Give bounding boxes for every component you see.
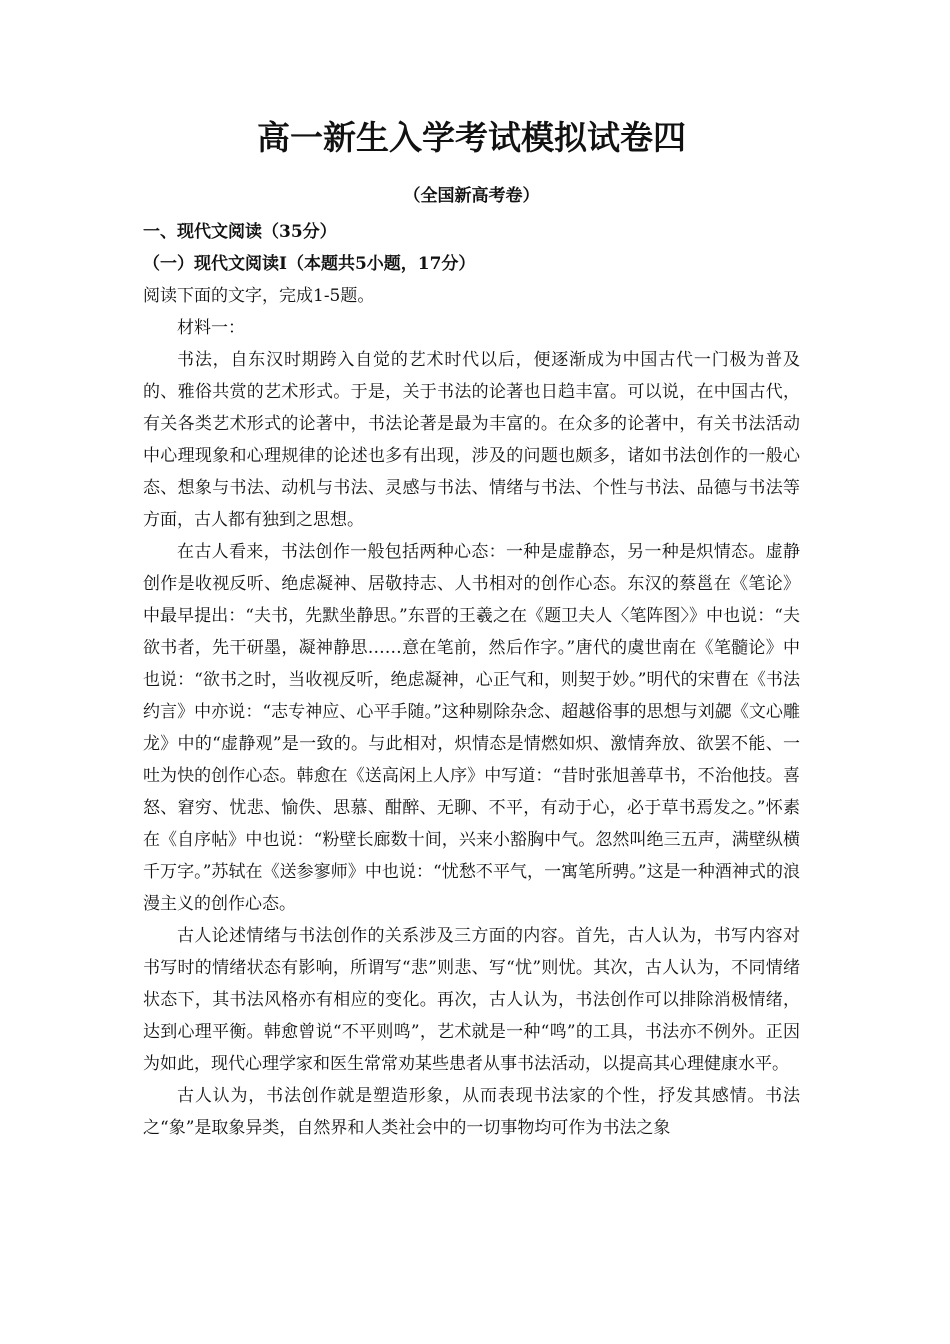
passage-paragraph: 古人认为，书法创作就是塑造形象，从而表现书法家的个性，抒发其感情。书法之“象”是取象异类，自然界和人类社会中的一切事物均可作为书法之象	[143, 1086, 800, 1138]
section-heading: 一、现代文阅读（35分）	[143, 222, 337, 242]
page-subtitle: （全国新高考卷）	[403, 186, 540, 206]
reading-passage	[143, 344, 800, 1144]
page-title: 高一新生入学考试模拟试卷四	[257, 118, 686, 157]
material-label: 材料一：	[177, 318, 245, 338]
passage-paragraph: 在古人看来，书法创作一般包括两种心态：一种是虚静态，另一种是炽情态。虚静创作是收视反听、绝虑凝神、居敬持志、人书相对的创作心态。东汉的蔡邕在《笔论》中最早提出：“夫书，先默坐静思。”东晋的王羲之在《题卫夫人〈笔阵图〉》中也说：“夫欲书者，先干研墨，凝神静思……意在笔前，然后作字。”唐代的虞世南在《笔髓论》中也说：“欲书之时，当收视反听，绝虑凝神，心正气和，则契于妙。”明代的宋曹在《书法约言》中亦说：“志专神应、心平手随。”这种剔除杂念、超越俗事的思想与刘勰《文心雕龙》中的“虚静观”是一致的。与此相对，炽情态是情燃如炽、激情奔放、欲罢不能、一吐为快的创作心态。韩愈在《送高闲上人序》中写道：“昔时张旭善草书，不治他技。喜怒、窘穷、忧悲、愉佚、思慕、酣醉、无聊、不平，有动于心，必于草书焉发之。”怀素在《自序帖》中也说：“粉壁长廊数十间，兴来小豁胸中气。忽然叫绝三五声，满壁纵横千万字。”苏轼在《送参寥师》中也说：“忧愁不平气，一寓笔所骋。”这是一种酒神式的浪漫主义的创作心态。	[143, 542, 800, 914]
instruction-text: 阅读下面的文字，完成1-5题。	[143, 286, 375, 306]
passage-paragraph: 古人论述情绪与书法创作的关系涉及三方面的内容。首先，古人认为，书写内容对书写时的情绪状态有影响，所谓写“悲”则悲、写“忧”则忧。其次，古人认为，不同情绪状态下，其书法风格亦有相应的变化。再次，古人认为，书法创作可以排除消极情绪，达到心理平衡。韩愈曾说“不平则鸣”，艺术就是一种“鸣”的工具，书法亦不例外。正因为如此，现代心理学家和医生常常劝某些患者从事书法活动，以提高其心理健康水平。	[143, 926, 800, 1074]
subsection-heading: （一）现代文阅读Ⅰ（本题共5小题，17分）	[143, 254, 476, 274]
passage-paragraph: 书法，自东汉时期跨入自觉的艺术时代以后，便逐渐成为中国古代一门极为普及的、雅俗共赏的艺术形式。于是，关于书法的论著也日趋丰富。可以说，在中国古代，有关各类艺术形式的论著中，书法论著是最为丰富的。在众多的论著中，有关书法活动中心理现象和心理规律的论述也多有出现，涉及的问题也颇多，诸如书法创作的一般心态、想象与书法、动机与书法、灵感与书法、情绪与书法、个性与书法、品德与书法等方面，古人都有独到之思想。	[143, 350, 800, 530]
